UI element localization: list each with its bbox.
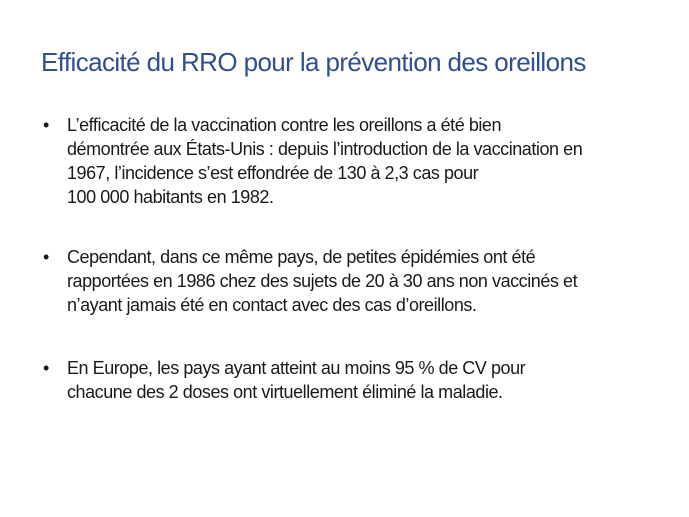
bullet-line: démontrée aux États-Unis : depuis l’introduction de la vaccination en (67, 139, 583, 159)
bullet-line: rapportées en 1986 chez des sujets de 20 à 30 ans non vaccinés et (67, 271, 578, 291)
bullet-line: chacune des 2 doses ont virtuellement éliminé la maladie. (67, 382, 503, 402)
bullet-text (67, 356, 657, 404)
bullet-line: n’ayant jamais été en contact avec des cas d’oreillons. (67, 295, 477, 315)
bullet-text (67, 113, 657, 209)
bullet-line: Cependant, dans ce même pays, de petites épidémies ont été (67, 247, 536, 267)
bullet-line: 100 000 habitants en 1982. (67, 187, 274, 207)
bullet-line: 1967, l’incidence s’est effondrée de 130 à 2,3 cas pour (67, 163, 479, 183)
slide-title: Efficacité du RRO pour la prévention des oreillons (41, 47, 586, 77)
bullet-icon: • (43, 358, 50, 378)
bullet-line: L’efficacité de la vaccination contre les oreillons a été bien (67, 115, 502, 135)
bullet-icon: • (43, 247, 50, 267)
bullet-icon: • (43, 115, 50, 135)
bullet-text (67, 245, 657, 317)
bullet-line: En Europe, les pays ayant atteint au moins 95 % de CV pour (67, 358, 526, 378)
